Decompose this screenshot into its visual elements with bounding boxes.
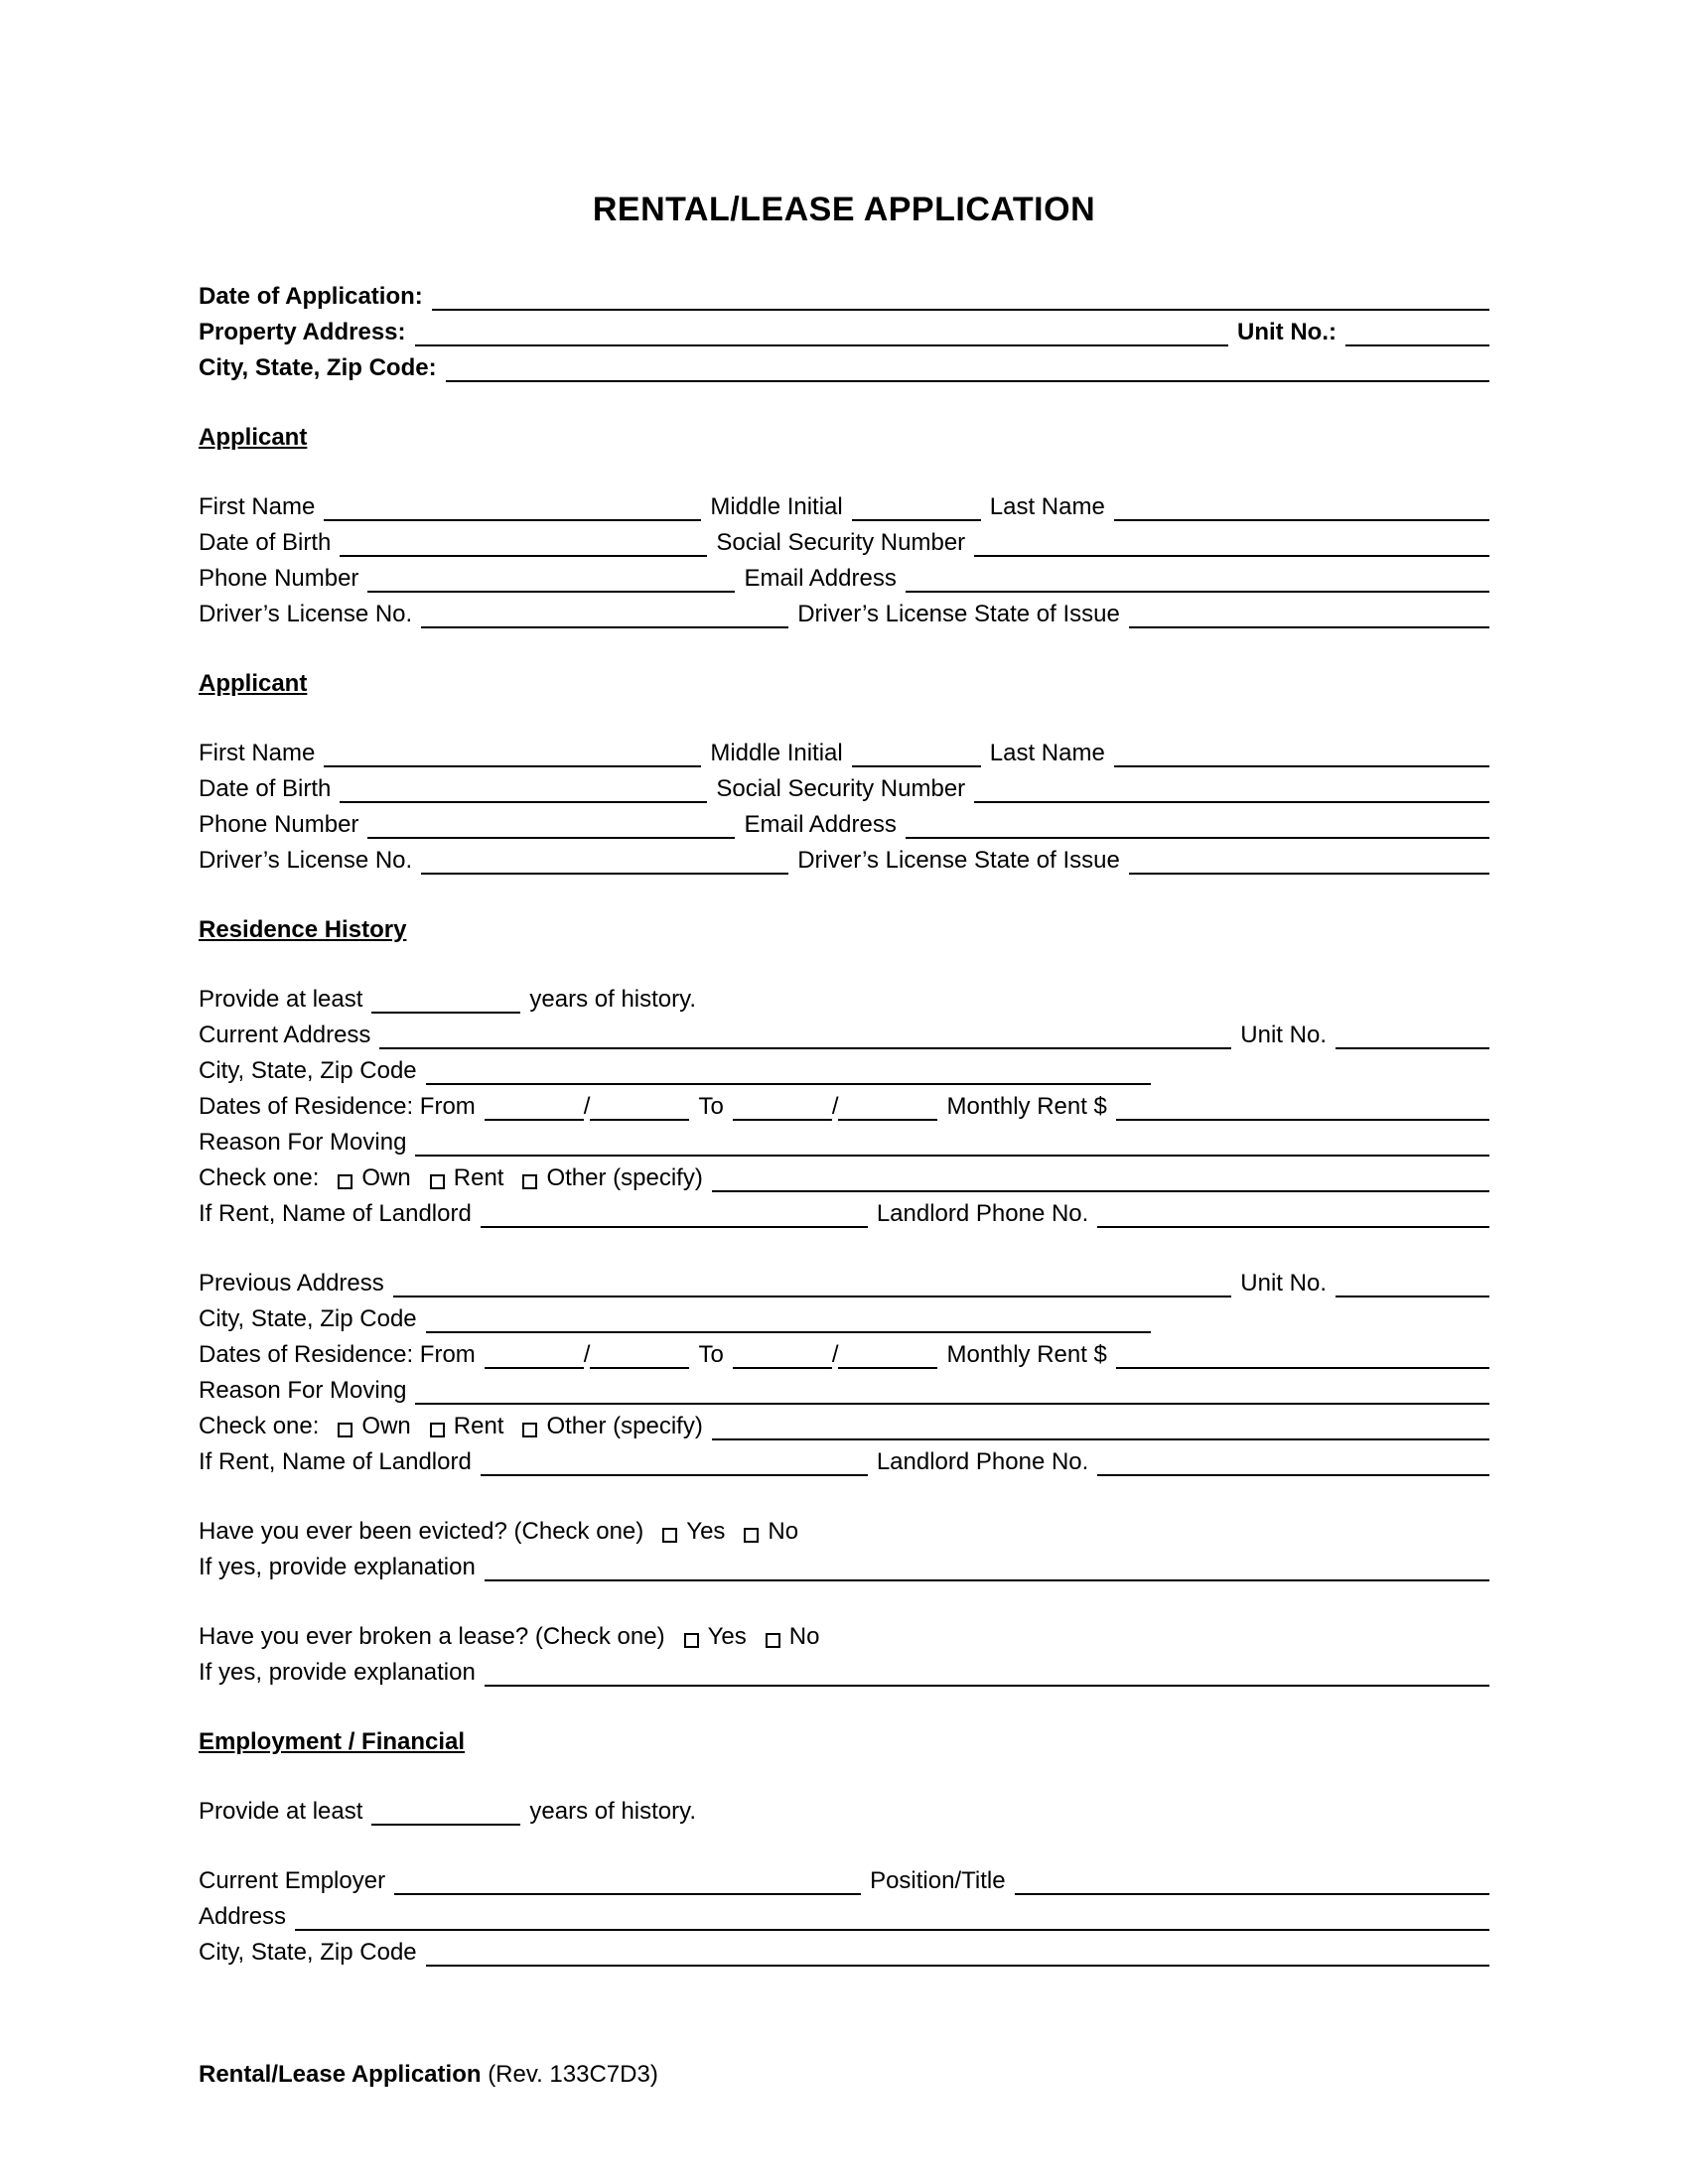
if-yes-label: If yes, provide explanation [199,1554,476,1580]
employer-address-field[interactable] [295,1928,1489,1931]
monthly-rent-label: Monthly Rent $ [946,1093,1107,1120]
phone-label: Phone Number [199,565,359,592]
current-landlord-row [199,1192,1489,1228]
phone-row-a1 [199,557,1489,593]
previous-other-checkbox[interactable] [522,1423,537,1437]
middle-initial-field-a2[interactable] [852,764,981,767]
to-label: To [698,1341,724,1368]
dates-of-residence-label: Dates of Residence: From [199,1093,476,1120]
dob-row-a2 [199,767,1489,803]
name-row-a1 [199,485,1489,521]
drivers-license-field-a2[interactable] [421,872,788,875]
email-label: Email Address [744,565,897,592]
current-landlord-phone-field[interactable] [1097,1225,1489,1228]
form-content [199,0,1489,1967]
provide-at-least-label: Provide at least [199,1798,363,1825]
city-state-zip-field[interactable] [446,379,1489,382]
city-state-zip-label: City, State, Zip Code [199,1057,417,1084]
rent-label: Rent [453,1413,504,1439]
from-date-group [485,1093,690,1121]
ssn-field-a2[interactable] [974,800,1489,803]
current-to-year-field[interactable] [838,1118,937,1121]
previous-address-row [199,1262,1489,1297]
last-name-label: Last Name [989,740,1105,766]
applicant-1-heading: Applicant [199,424,308,451]
applicant-2-heading: Applicant [199,670,308,697]
middle-initial-field-a1[interactable] [852,518,981,521]
evicted-question-row [199,1510,1489,1546]
employer-city-state-zip-field[interactable] [426,1964,1489,1967]
phone-field-a1[interactable] [367,590,735,593]
ssn-field-a1[interactable] [974,554,1489,557]
to-label: To [698,1093,724,1120]
footer-revision: (Rev. 133C7D3) [488,2061,658,2088]
if-rent-label: If Rent, Name of Landlord [199,1200,472,1227]
date-of-application-row [199,275,1489,311]
last-name-field-a2[interactable] [1114,764,1489,767]
other-label: Other (specify) [546,1164,703,1191]
page-title: RENTAL/LEASE APPLICATION [592,191,1096,228]
evicted-explanation-row [199,1546,1489,1581]
email-field-a2[interactable] [906,836,1489,839]
current-check-one-row [199,1157,1489,1192]
landlord-phone-label: Landlord Phone No. [876,1200,1089,1227]
previous-to-month-field[interactable] [733,1366,832,1369]
to-date-group [733,1093,938,1121]
phone-label: Phone Number [199,811,359,838]
date-of-birth-field-a1[interactable] [340,554,707,557]
current-dates-row [199,1085,1489,1121]
monthly-rent-label: Monthly Rent $ [946,1341,1107,1368]
reason-for-moving-label: Reason For Moving [199,1377,407,1404]
broken-lease-question-row [199,1615,1489,1651]
current-address-field[interactable] [379,1046,1231,1049]
middle-initial-label: Middle Initial [710,740,843,766]
ssn-label: Social Security Number [716,529,966,556]
employment-years-row [199,1790,1489,1826]
employment-years-field[interactable] [371,1823,520,1826]
rent-label: Rent [453,1164,504,1191]
current-landlord-name-field[interactable] [481,1225,868,1228]
email-field-a1[interactable] [906,590,1489,593]
first-name-field-a1[interactable] [324,518,701,521]
years-of-history-label: years of history. [529,1798,697,1825]
first-name-label: First Name [199,740,316,766]
previous-city-state-zip-field[interactable] [426,1330,1151,1333]
evicted-yes-checkbox[interactable] [662,1528,677,1543]
previous-address-label: Previous Address [199,1270,384,1297]
drivers-license-state-field-a2[interactable] [1129,872,1489,875]
city-state-zip-row [199,346,1489,382]
employment-financial-heading: Employment / Financial [199,1728,466,1755]
previous-reason-field[interactable] [415,1402,1489,1405]
years-of-history-label: years of history. [529,986,697,1013]
broken-lease-no-checkbox[interactable] [766,1633,780,1648]
evicted-no-label: No [768,1518,799,1545]
first-name-field-a2[interactable] [324,764,701,767]
current-address-row [199,1014,1489,1049]
current-from-year-field[interactable] [590,1118,689,1121]
residence-years-field[interactable] [371,1011,520,1014]
previous-monthly-rent-field[interactable] [1116,1366,1489,1369]
previous-reason-row [199,1369,1489,1405]
ssn-label: Social Security Number [716,775,966,802]
evicted-yes-label: Yes [686,1518,726,1545]
unit-no-label: Unit No. [1240,1022,1327,1048]
previous-other-specify-field[interactable] [712,1437,1489,1440]
phone-row-a2 [199,803,1489,839]
current-reason-field[interactable] [415,1154,1489,1157]
unit-no-label: Unit No.: [1237,319,1336,345]
property-address-field[interactable] [415,343,1229,346]
residence-years-row [199,978,1489,1014]
city-state-zip-label: City, State, Zip Code: [199,354,437,381]
current-from-month-field[interactable] [485,1118,584,1121]
unit-no-field[interactable] [1345,343,1489,346]
date-of-application-field[interactable] [432,308,1489,311]
current-employer-label: Current Employer [199,1867,386,1894]
employer-address-row [199,1895,1489,1931]
own-label: Own [361,1164,411,1191]
current-to-month-field[interactable] [733,1118,832,1121]
city-state-zip-label: City, State, Zip Code [199,1305,417,1332]
unit-no-label: Unit No. [1240,1270,1327,1297]
broken-lease-yes-checkbox[interactable] [684,1633,699,1648]
previous-from-month-field[interactable] [485,1366,584,1369]
drivers-license-state-field-a1[interactable] [1129,625,1489,628]
evicted-question-label: Have you ever been evicted? (Check one) [199,1518,644,1545]
provide-at-least-label: Provide at least [199,986,363,1013]
broken-lease-question-label: Have you ever broken a lease? (Check one) [199,1623,665,1650]
previous-check-one-row [199,1405,1489,1440]
city-state-zip-label: City, State, Zip Code [199,1939,417,1966]
position-title-label: Position/Title [870,1867,1006,1894]
current-rent-checkbox[interactable] [430,1174,445,1189]
broken-lease-explanation-field[interactable] [485,1684,1489,1687]
evicted-no-checkbox[interactable] [744,1528,759,1543]
current-unit-no-field[interactable] [1336,1046,1489,1049]
check-one-label: Check one: [199,1164,320,1191]
last-name-field-a1[interactable] [1114,518,1489,521]
drivers-license-label: Driver’s License No. [199,847,413,874]
employer-city-row [199,1931,1489,1967]
previous-city-row [199,1297,1489,1333]
last-name-label: Last Name [989,493,1105,520]
previous-unit-no-field[interactable] [1336,1295,1489,1297]
date-of-birth-label: Date of Birth [199,529,332,556]
date-slash: / [583,1093,591,1120]
previous-rent-checkbox[interactable] [430,1423,445,1437]
current-address-label: Current Address [199,1022,371,1048]
license-row-a2 [199,839,1489,875]
current-city-state-zip-field[interactable] [426,1082,1151,1085]
previous-landlord-name-field[interactable] [481,1473,868,1476]
date-of-application-label: Date of Application: [199,283,423,310]
previous-dates-row [199,1333,1489,1369]
if-yes-label: If yes, provide explanation [199,1659,476,1686]
current-employer-row [199,1859,1489,1895]
to-date-group [733,1341,938,1369]
date-slash: / [831,1093,839,1120]
current-own-checkbox[interactable] [338,1174,352,1189]
license-row-a1 [199,593,1489,628]
middle-initial-label: Middle Initial [710,493,843,520]
drivers-license-state-label: Driver’s License State of Issue [797,601,1120,627]
residence-history-heading: Residence History [199,916,407,943]
from-date-group [485,1341,690,1369]
property-address-label: Property Address: [199,319,406,345]
broken-lease-no-label: No [788,1623,820,1650]
phone-field-a2[interactable] [367,836,735,839]
current-city-row [199,1049,1489,1085]
previous-own-checkbox[interactable] [338,1423,352,1437]
current-employer-field[interactable] [394,1892,861,1895]
current-reason-row [199,1121,1489,1157]
broken-lease-explanation-row [199,1651,1489,1687]
previous-from-year-field[interactable] [590,1366,689,1369]
previous-landlord-phone-field[interactable] [1097,1473,1489,1476]
date-of-birth-field-a2[interactable] [340,800,707,803]
first-name-label: First Name [199,493,316,520]
footer [199,2061,658,2089]
drivers-license-field-a1[interactable] [421,625,788,628]
name-row-a2 [199,732,1489,767]
broken-lease-yes-label: Yes [707,1623,747,1650]
current-monthly-rent-field[interactable] [1116,1118,1489,1121]
if-rent-label: If Rent, Name of Landlord [199,1448,472,1475]
landlord-phone-label: Landlord Phone No. [876,1448,1089,1475]
other-label: Other (specify) [546,1413,703,1439]
date-slash: / [831,1341,839,1368]
current-other-specify-field[interactable] [712,1189,1489,1192]
reason-for-moving-label: Reason For Moving [199,1129,407,1156]
previous-landlord-row [199,1440,1489,1476]
evicted-explanation-field[interactable] [485,1578,1489,1581]
drivers-license-state-label: Driver’s License State of Issue [797,847,1120,874]
check-one-label: Check one: [199,1413,320,1439]
drivers-license-label: Driver’s License No. [199,601,413,627]
dates-of-residence-label: Dates of Residence: From [199,1341,476,1368]
email-label: Email Address [744,811,897,838]
own-label: Own [361,1413,411,1439]
employer-address-label: Address [199,1903,287,1930]
date-of-birth-label: Date of Birth [199,775,332,802]
date-slash: / [583,1341,591,1368]
previous-address-field[interactable] [393,1295,1232,1297]
current-other-checkbox[interactable] [522,1174,537,1189]
previous-to-year-field[interactable] [838,1366,937,1369]
dob-row-a1 [199,521,1489,557]
position-title-field[interactable] [1015,1892,1489,1895]
property-address-row [199,311,1489,346]
footer-doc-name: Rental/Lease Application [199,2061,482,2088]
